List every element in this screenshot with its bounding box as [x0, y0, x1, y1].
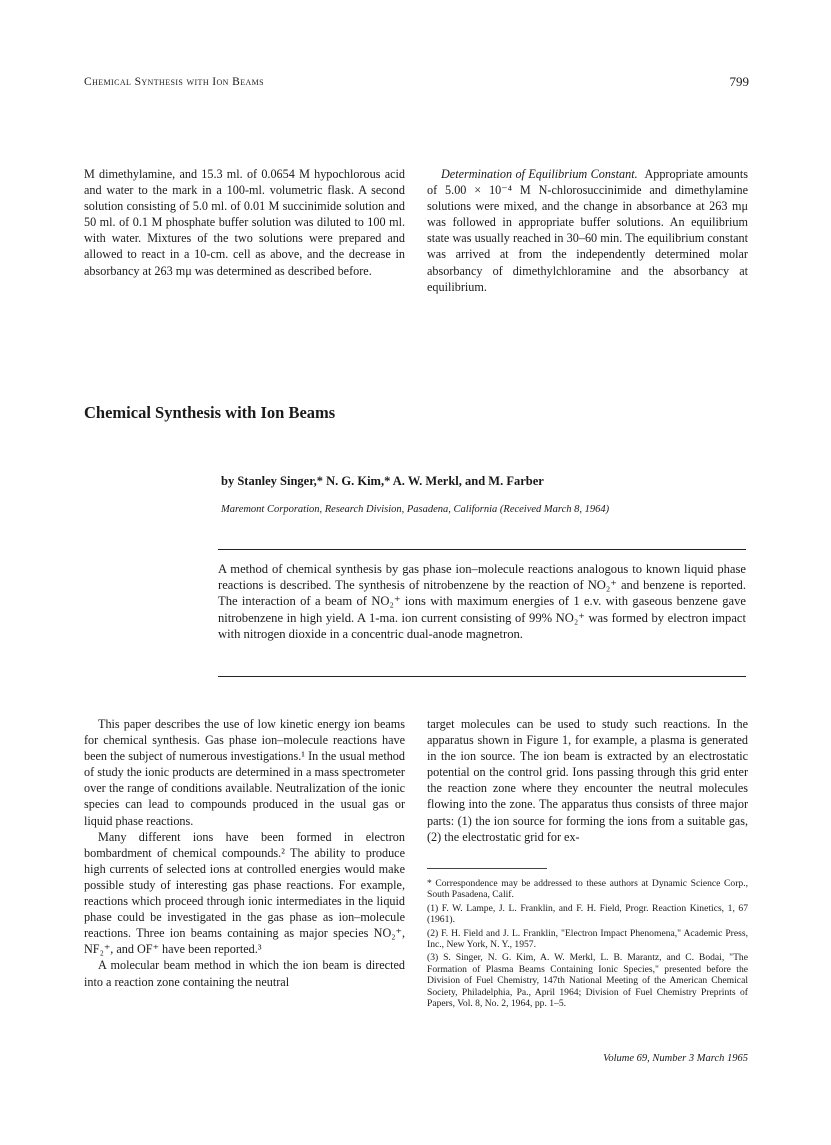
prev-article-left-column: [84, 166, 405, 279]
equilibrium-text: Appropriate amounts of 5.00 × 10⁻⁴ M N-chlorosuccinimide and dimethylamine solutions were mixed, and the change in absorbance at 263 mμ was followed in appropriate buffer solutions. An equilibrium state was usually reached in 30–60 min. The equilibrium constant was arrived at from the independently determined molar absorbancy of dimethylchloramine and the absorbancy at equilibrium.: [427, 167, 748, 294]
authors: by Stanley Singer,* N. G. Kim,* A. W. Merkl, and M. Farber: [221, 474, 544, 488]
abstract-top-rule: [218, 549, 746, 550]
article-title: Chemical Synthesis with Ion Beams: [84, 403, 336, 422]
footnote-rule: [427, 868, 547, 869]
footnote: * Correspondence may be addressed to these authors at Dynamic Science Corp., South Pasadena, Calif.: [427, 878, 748, 901]
page-number: 799: [729, 74, 749, 89]
abstract-bottom-rule: [218, 676, 746, 677]
abstract: A method of chemical synthesis by gas phase ion–molecule reactions analogous to known liquid phase reactions is described. The synthesis of nitrobenzene by the reaction of NO₂⁺ and benzene is reported. The interaction of a beam of NO₂⁺ ions with maximum energies of 1 e.v. with gaseous benzene gave nitrobenzene in high yield. A 1-ma. ion current consisting of 99% NO₂⁺ was formed by electron impact with nitrogen dioxide in a concentric dual-anode magnetron.: [218, 562, 746, 641]
footnote: (2) F. H. Field and J. L. Franklin, "Electron Impact Phenomena," Academic Press, Inc., New York, N. Y., 1957.: [427, 927, 748, 951]
prev-article-paragraph-right: [427, 166, 748, 295]
prev-article-right-column: [427, 166, 748, 295]
footnote: (3) S. Singer, N. G. Kim, A. W. Merkl, L. B. Marantz, and C. Bodai, "The Formation of Plasma Beams Containing Ionic Species," presented before the Division of Fuel Chemistry, 147th National Meeting of the American Chemical Society, Philadelphia, Pa., April 1964; Division of Fuel Chemistry Preprints of Papers, Vol. 8, No. 2, 1964, pp. 1–5.: [427, 952, 748, 1010]
body-paragraph-3: A molecular beam method in which the ion beam is directed into a reaction zone containing the neutral: [84, 958, 405, 989]
body-left-column: [84, 716, 405, 990]
affiliation: Maremont Corporation, Research Division, Pasadena, California (Received March 8, 1964): [221, 504, 610, 515]
footnotes: [427, 878, 748, 1011]
journal-footer: Volume 69, Number 3 March 1965: [603, 1053, 748, 1064]
equilibrium-heading: Determination of Equilibrium Constant.: [441, 167, 638, 181]
body-paragraph-right: target molecules can be used to study such reactions. In the apparatus shown in Figure 1, for example, a plasma is generated in the ion source. The ion beam is extracted by an electrostatic potential on the control grid. Ions passing through this grid enter the reaction zone where they encounter the neutral molecules flowing into the zone. The apparatus thus consists of three major parts: (1) the ion source for forming the ions from a suitable gas, (2) the electrostatic grid for ex-: [427, 717, 748, 844]
body-right-column: [427, 716, 748, 845]
body-paragraph-2: Many different ions have been formed in electron bombardment of chemical compounds.² The ability to produce high currents of selected ions at controlled energies would make possible study of interesting gas phase reactions. For example, reactions which proceed through ionic intermediates in the liquid phase could be investigated in the gas phase as ion–molecule reactions. Three ion beams containing as major species NO₂⁺, NF₂⁺, and OF⁺ have been reported.³: [84, 829, 405, 957]
prev-article-paragraph: M dimethylamine, and 15.3 ml. of 0.0654 M hypochlorous acid and water to the mark in a 100-ml. volumetric flask. A second solution consisting of 5.0 ml. of 0.01 M succinimide solution and 50 ml. of 0.1 M phosphate buffer solution was diluted to 100 ml. with water. Mixtures of the two solutions were prepared and allowed to react in a 10-cm. cell as above, and the decrease in absorbancy at 263 mμ was determined as described before.: [84, 167, 405, 278]
body-paragraph-1: This paper describes the use of low kinetic energy ion beams for chemical synthesis. Gas phase ion–molecule reactions have been the subject of numerous investigations.¹ In the usual method of study the ionic products are determined in a mass spectrometer over the range of conditions available. Neutralization of the ionic species can lead to compounds produced in the usual gas or liquid phase reactions.: [84, 717, 405, 828]
running-head: Chemical Synthesis with Ion Beams: [84, 76, 265, 88]
footnote: (1) F. W. Lampe, J. L. Franklin, and F. H. Field, Progr. Reaction Kinetics, 1, 67 (1961).: [427, 902, 748, 926]
